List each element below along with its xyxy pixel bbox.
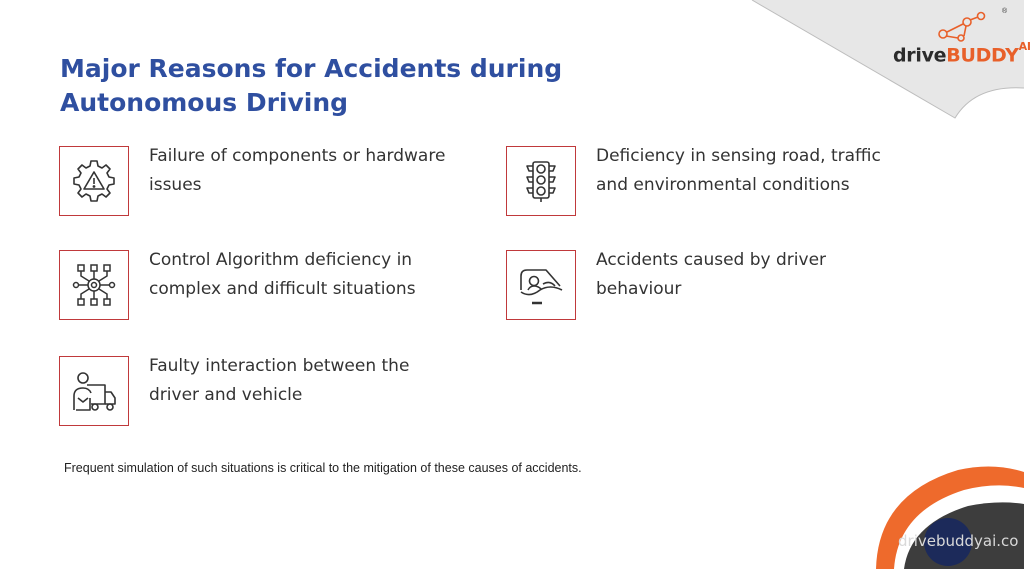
logo-buddy: BUDDY bbox=[946, 44, 1019, 67]
logo-ai: AI bbox=[1018, 40, 1031, 53]
drivebuddy-logo bbox=[893, 8, 1031, 70]
algorithm-network-icon bbox=[71, 262, 117, 308]
reason-icon-box bbox=[506, 250, 576, 320]
driver-car-icon bbox=[518, 262, 564, 308]
footnote: Frequent simulation of such situations is critical to the mitigation of these causes of accidents. bbox=[64, 461, 582, 475]
reason-icon-box bbox=[59, 356, 129, 426]
reason-icon-box bbox=[506, 146, 576, 216]
reason-text: Failure of components or hardware issues bbox=[149, 146, 446, 195]
traffic-light-icon bbox=[518, 158, 564, 204]
reason-icon-box bbox=[59, 250, 129, 320]
network-logo-icon bbox=[933, 10, 1001, 44]
website-badge bbox=[868, 466, 1024, 569]
reason-text: Accidents caused by driver behaviour bbox=[596, 250, 827, 299]
reason-icon-box bbox=[59, 146, 129, 216]
registered-mark: ® bbox=[1002, 8, 1008, 15]
driver-truck-icon bbox=[71, 368, 117, 414]
gear-warning-icon bbox=[71, 158, 117, 204]
reason-text: Faulty interaction between the driver and vehicle bbox=[149, 356, 410, 405]
reason-text: Control Algorithm deficiency in complex and difficult situations bbox=[149, 250, 416, 299]
reason-text: Deficiency in sensing road, traffic and environmental conditions bbox=[596, 146, 881, 195]
title-line-2: Autonomous Driving bbox=[60, 88, 349, 117]
page-title bbox=[60, 52, 562, 120]
title-line-1: Major Reasons for Accidents during bbox=[60, 54, 563, 83]
logo-wordmark bbox=[893, 40, 1031, 67]
website-url: drivebuddyai.co bbox=[898, 532, 1019, 550]
logo-drive: drive bbox=[893, 44, 947, 67]
